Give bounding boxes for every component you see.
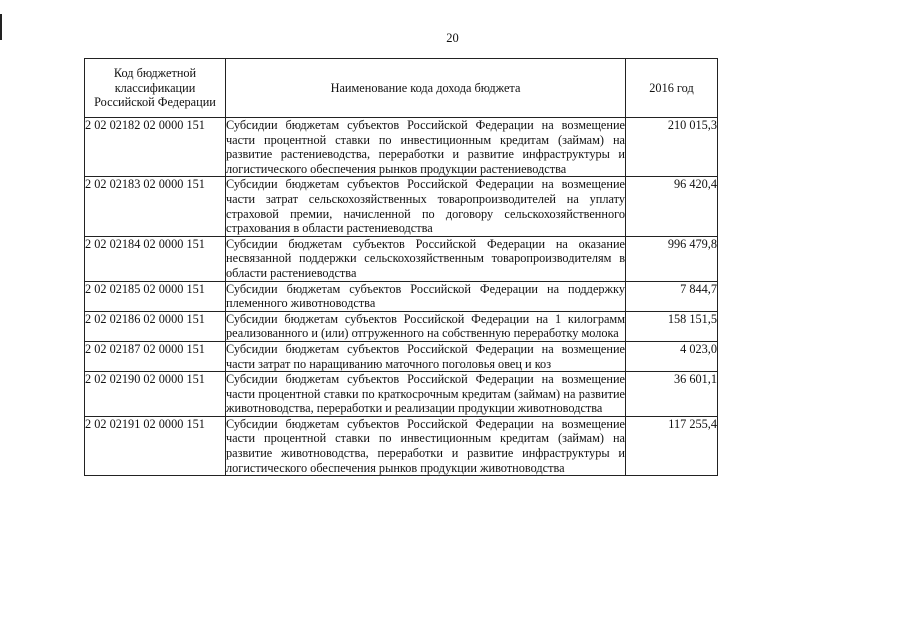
header-income-name: Наименование кода дохода бюджета bbox=[226, 59, 626, 118]
income-name-cell: Субсидии бюджетам субъектов Российской Федерации на возмещение части процентной ставки по инвестиционным кредитам (займам) на развитие растениеводства, переработки и развитие инфраструктуры и логистического обеспечения рынков продукции растениеводства bbox=[226, 118, 625, 176]
header-budget-code: Код бюджетной классификации Российской Федерации bbox=[85, 59, 226, 118]
amount-cell: 36 601,1 bbox=[626, 372, 718, 417]
amount-cell: 210 015,3 bbox=[626, 118, 718, 177]
budget-code-cell: 2 02 02190 02 0000 151 bbox=[85, 372, 226, 417]
table-row bbox=[85, 118, 718, 177]
table-row bbox=[85, 281, 718, 311]
amount-cell: 4 023,0 bbox=[626, 341, 718, 371]
income-name-cell: Субсидии бюджетам субъектов Российской Федерации на 1 килограмм реализованного и (или) отгруженного на собственную переработку молока bbox=[226, 311, 625, 341]
header-year: 2016 год bbox=[626, 59, 718, 118]
budget-code-cell: 2 02 02187 02 0000 151 bbox=[85, 341, 226, 371]
budget-income-table bbox=[84, 58, 718, 476]
table-row bbox=[85, 341, 718, 371]
budget-code-cell: 2 02 02191 02 0000 151 bbox=[85, 416, 226, 475]
income-name-cell: Субсидии бюджетам субъектов Российской Федерации на возмещение части процентной ставки по краткосрочным кредитам (займам) на развитие животноводства, переработки и реализации продукции животноводства bbox=[226, 372, 625, 416]
income-name-cell: Субсидии бюджетам субъектов Российской Федерации на возмещение части затрат сельскохозяйственных товаропроизводителей на уплату страховой премии, начисленной по договору сельскохозяйственного страхования в области растениеводства bbox=[226, 177, 625, 236]
table-row bbox=[85, 416, 718, 475]
table-row bbox=[85, 372, 718, 417]
income-name-cell: Субсидии бюджетам субъектов Российской Федерации на оказание несвязанной поддержки сельскохозяйственным товаропроизводителям в области растениеводства bbox=[226, 236, 625, 280]
amount-cell: 996 479,8 bbox=[626, 236, 718, 281]
table-row bbox=[85, 236, 718, 281]
budget-code-cell: 2 02 02184 02 0000 151 bbox=[85, 236, 226, 281]
table-row bbox=[85, 311, 718, 341]
income-name-cell: Субсидии бюджетам субъектов Российской Федерации на поддержку племенного животноводства bbox=[226, 281, 625, 311]
amount-cell: 96 420,4 bbox=[626, 177, 718, 236]
table-row bbox=[85, 177, 718, 236]
budget-code-cell: 2 02 02182 02 0000 151 bbox=[85, 118, 226, 177]
amount-cell: 117 255,4 bbox=[626, 416, 718, 475]
budget-code-cell: 2 02 02183 02 0000 151 bbox=[85, 177, 226, 236]
table-header-row bbox=[85, 59, 718, 118]
income-name-cell: Субсидии бюджетам субъектов Российской Федерации на возмещение части процентной ставки по инвестиционным кредитам (займам) на развитие животноводства, переработки и развитие инфраструктуры и логистического обеспечения рынков продукции животноводства bbox=[226, 416, 625, 475]
page-number: 20 bbox=[446, 31, 459, 45]
amount-cell: 158 151,5 bbox=[626, 311, 718, 341]
amount-cell: 7 844,7 bbox=[626, 281, 718, 311]
budget-code-cell: 2 02 02186 02 0000 151 bbox=[85, 311, 226, 341]
budget-code-cell: 2 02 02185 02 0000 151 bbox=[85, 281, 226, 311]
income-name-cell: Субсидии бюджетам субъектов Российской Федерации на возмещение части затрат по наращиванию маточного поголовья овец и коз bbox=[226, 341, 625, 371]
